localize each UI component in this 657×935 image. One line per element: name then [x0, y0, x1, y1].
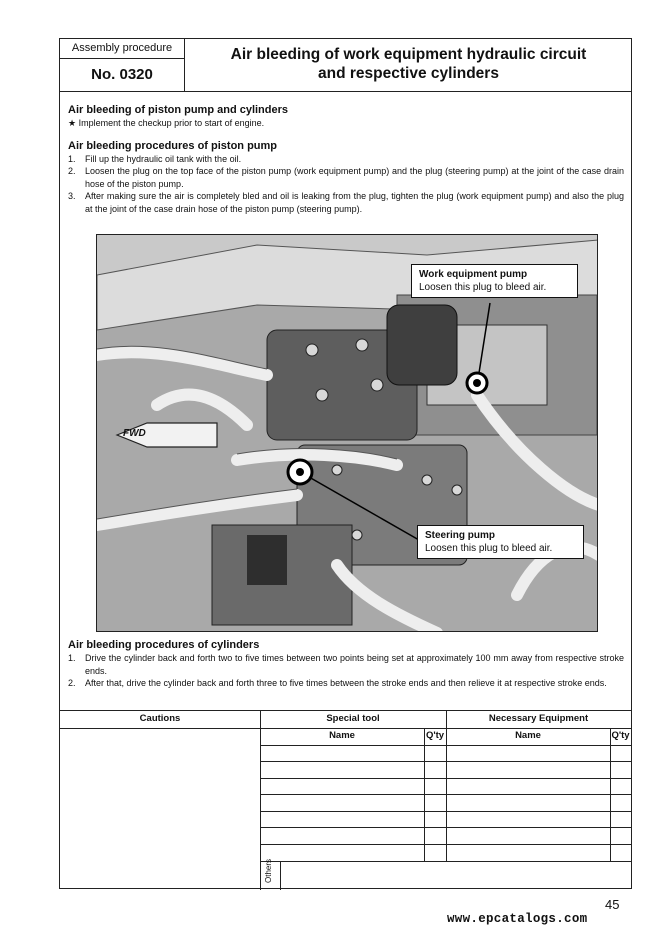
- section-heading-cylinders: Air bleeding procedures of cylinders: [68, 639, 260, 651]
- title-line-2: and respective cylinders: [318, 65, 499, 82]
- instructions-cylinders: [68, 639, 624, 690]
- steering-pump-callout-title: Steering pump: [425, 530, 496, 541]
- work-pump-callout-text: Loosen this plug to bleed air.: [419, 282, 547, 293]
- steering-pump-callout: [417, 525, 584, 559]
- header-divider: [60, 91, 631, 92]
- procedure-number: No. 0320: [91, 66, 153, 83]
- procedure-sheet: [59, 38, 632, 889]
- tool-qty-header: Q'ty: [425, 730, 445, 741]
- forward-arrow-label: FWD: [123, 428, 146, 439]
- procedure-label: Assembly procedure: [60, 39, 184, 59]
- table-rule: [260, 745, 631, 746]
- list-item: 3. After making sure the air is completely bled and oil is leaking from the plug, tighten the plug (work equipment pump) and also the plug at the joint of the case drain hose of the piston pump (steering pump).: [68, 191, 624, 214]
- list-item: 2. After that, drive the cylinder back and forth three to five times between the stroke ends and then relieve it at respective stroke ends.: [68, 678, 607, 688]
- others-label: Others: [264, 858, 273, 883]
- section-heading-piston-pump: Air bleeding procedures of piston pump: [68, 139, 278, 152]
- pump-illustration: [96, 234, 598, 632]
- list-item: 1. Drive the cylinder back and forth two to five times between two points being set at approximately 100 mm away from respective stroke ends.: [68, 653, 624, 676]
- steering-pump-callout-text: Loosen this plug to bleed air.: [425, 543, 553, 554]
- table-rule: [260, 778, 631, 779]
- necessary-equipment-header: Necessary Equipment: [488, 713, 589, 724]
- table-rule: [260, 794, 631, 795]
- website-watermark: www.epcatalogs.com: [447, 912, 588, 926]
- table-divider: [280, 861, 281, 890]
- table-rule: [260, 811, 631, 812]
- procedure-id-box: [60, 39, 185, 91]
- cautions-header: Cautions: [139, 713, 181, 724]
- tool-name-header: Name: [329, 730, 355, 741]
- table-rule: [260, 761, 631, 762]
- checkup-note: ★ Implement the checkup prior to start of engine.: [68, 118, 265, 128]
- tools-table: [60, 710, 631, 889]
- equipment-qty-header: Q'ty: [611, 730, 630, 741]
- page-number: 45: [605, 897, 620, 912]
- table-rule: [260, 827, 631, 828]
- table-rule: [260, 844, 631, 845]
- special-tool-header: Special tool: [326, 713, 380, 724]
- list-item: 2. Loosen the plug on the top face of the piston pump (work equipment pump) and the plug (steering pump) at the joint of the case drain hose of the piston pump.: [68, 166, 624, 189]
- work-pump-callout: [411, 264, 578, 298]
- work-pump-callout-title: Work equipment pump: [419, 269, 528, 280]
- section-heading-pump-cylinders: Air bleeding of piston pump and cylinders: [68, 104, 289, 116]
- list-item: 1. Fill up the hydraulic oil tank with the oil.: [68, 153, 242, 164]
- equipment-name-header: Name: [515, 730, 541, 741]
- table-rule: [260, 861, 631, 862]
- page-title: [185, 45, 632, 83]
- title-line-1: Air bleeding of work equipment hydraulic circuit: [230, 46, 587, 63]
- instructions-top: [68, 104, 624, 215]
